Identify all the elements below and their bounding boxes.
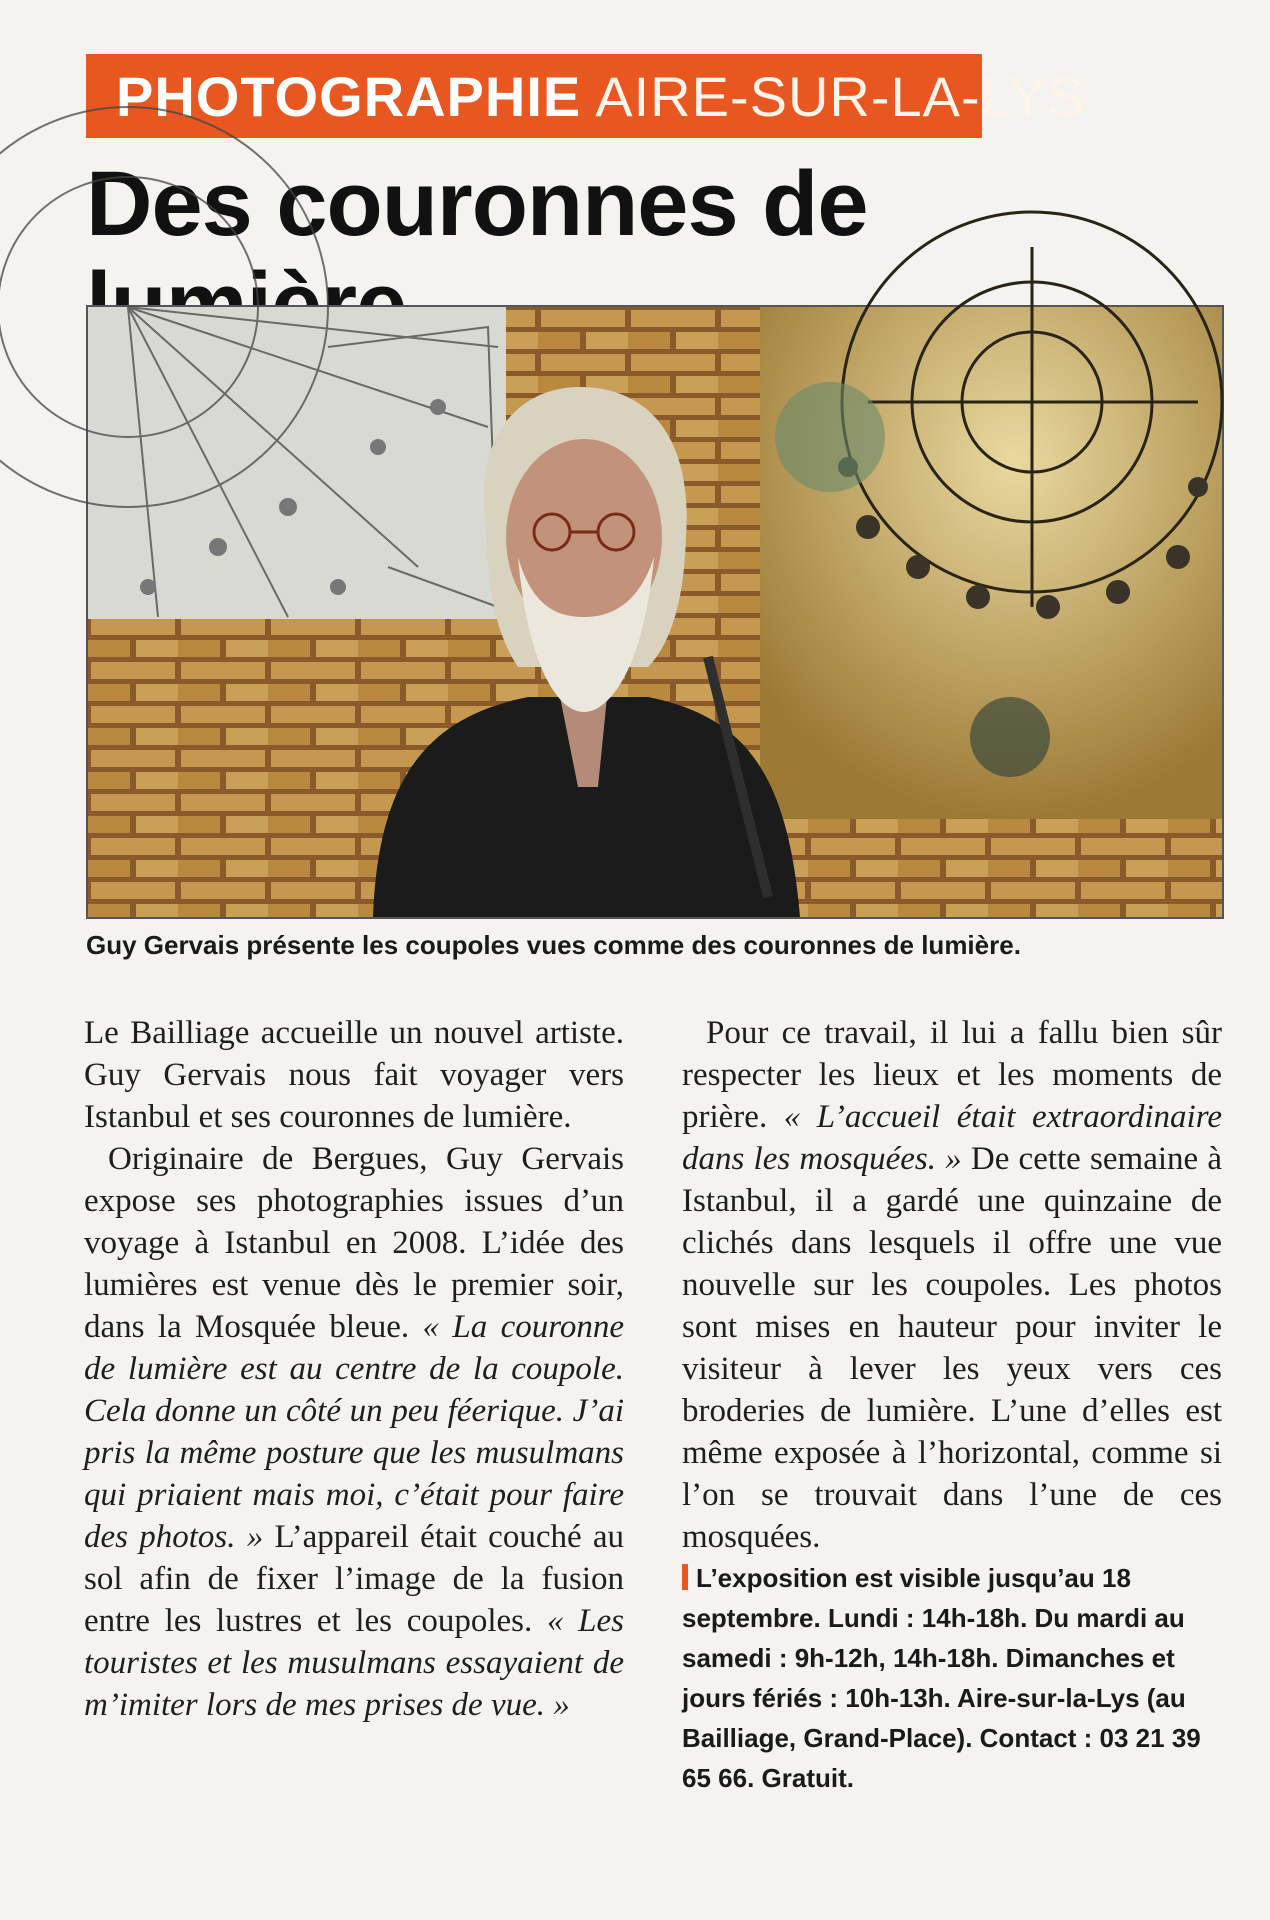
- quote-accueil: « L’accueil était extraordinaire dans les mosquées. »: [682, 1099, 1222, 1177]
- paragraph-origin-text: Originaire de Bergues, Guy Gervais expose ses photographies issues d’un voyage à Istanbul en 2008. L’idée des lumières est venue dès le premier soir, dans la Mosquée bleue.: [84, 1141, 624, 1345]
- article-headline: Des couronnes de: [86, 153, 868, 255]
- kicker-rubric: PHOTOGRAPHIE: [116, 64, 582, 128]
- exhibition-info: [682, 1558, 1222, 1798]
- paragraph-travail-text: Pour ce travail, il lui a fallu bien sûr respecter les lieux et les moments de prière.: [682, 1015, 1222, 1135]
- section-kicker: [86, 54, 1086, 138]
- photo-caption: Guy Gervais présente les coupoles vues comme des couronnes de lumière.: [86, 930, 1021, 960]
- article-photo: [86, 305, 1224, 919]
- kicker-place: AIRE-SUR-LA-LYS: [595, 64, 1086, 128]
- paragraph-intro: Le Bailliage accueille un nouvel artiste. Guy Gervais nous fait voyager vers Istanbul et ses couronnes de lumière.: [84, 1015, 624, 1135]
- photo-illustration: [88, 307, 1222, 917]
- article-column-left: [84, 1012, 624, 1726]
- quote-touristes: « Les touristes et les musulmans essayaient de m’imiter lors de mes prises de vue. »: [84, 1603, 625, 1723]
- paragraph-origin-text-2: L’appareil était couché au sol afin de fixer l’image de la fusion entre les lustres et les coupoles.: [84, 1519, 625, 1639]
- info-marker: [682, 1564, 688, 1590]
- paragraph-travail-text-2: De cette semaine à Istanbul, il a gardé une quinzaine de clichés dans lesquels il offre une vue nouvelle sur les coupoles. Les photos sont mises en hauteur pour inviter le visiteur à lever les yeux vers ces broderies de lumière. L’une d’elles est même exposée à l’horizontal, comme si l’on se trouvait dans l’une de ces mosquées.: [682, 1141, 1222, 1555]
- quote-couronne: « La couronne de lumière est au centre de la coupole. Cela donne un côté un peu féerique. J’ai pris la même posture que les musulmans qui priaient mais moi, c’était pour faire des photos. »: [84, 1309, 625, 1555]
- exhibition-info-text: L’exposition est visible jusqu’au 18 septembre. Lundi : 14h-18h. Du mardi au samedi : 9h-12h, 14h-18h. Dimanches et jours fériés : 10h-13h. Aire-sur-la-Lys (au Bailliage, Grand-Place). Contact : 03 21 39 65 66. Gratuit.: [682, 1563, 1201, 1793]
- article-column-right: [682, 1012, 1222, 1798]
- paragraph-travail: [682, 1012, 1222, 1558]
- left-print: [88, 307, 506, 619]
- paragraph-origin: [84, 1138, 624, 1726]
